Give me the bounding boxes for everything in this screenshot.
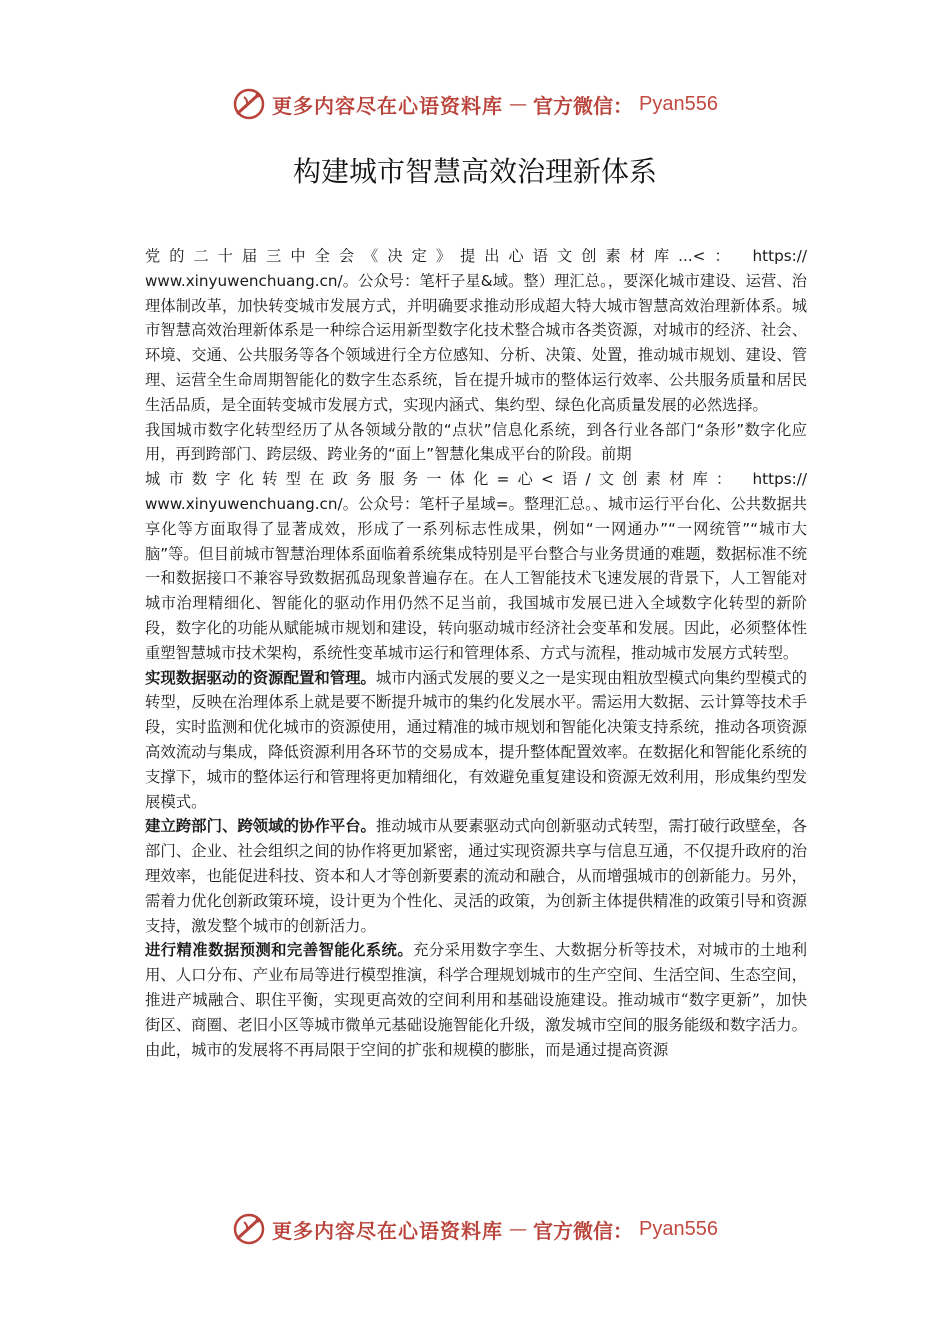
paragraph-3-heading: 实现数据驱动的资源配置和管理。	[145, 668, 376, 687]
paragraph-1-line-1: 党的二十届三中全会《决定》提出心语文创素材库...<： https://	[145, 247, 807, 265]
paragraph-4	[145, 814, 807, 938]
banner-label: 官方微信：	[533, 93, 634, 118]
banner-separator: —	[509, 1218, 528, 1240]
paragraph-5-heading: 进行精准数据预测和完善智能化系统。	[145, 941, 414, 960]
document-title: 构建城市智慧高效治理新体系	[292, 155, 657, 188]
paragraph-5-body: 充分采用数字孪生、大数据分析等技术，对城市的土地利用、人口分布、产业布局等进行模型推演，科学合理规划城市的生产空间、生活空间、生态空间，推进产城融合、职住平衡，实现更高效的空间利用和基础设施建设。推动城市“数字更新”，加快街区、商圈、老旧小区等城市微单元基础设施智能化升级，激发城市空间的服务能级和数字活力。由此，城市的发展将不再局限于空间的扩张和规模的膨胀，而是通过提高资源	[145, 941, 807, 1059]
banner-text: 更多内容尽在心语资料库	[272, 1218, 504, 1243]
paragraph-2: www.xinyuwenchuang.cn/。公众号：笔杆子星域=。整理汇总。、城市运行平台化、公共数据共享化等方面取得了显著成效，形成了一系列标志性成果，例如“一网通办”“一网统管”“城市大脑”等。但目前城市智慧治理体系面临着系统集成特别是平台整合与业务贯通的难题，数据标准不统一和数据接口不兼容导致数据孤岛现象普遍存在。在人工智能技术飞速发展的背景下，人工智能对城市治理精细化、智能化的驱动作用仍然不足当前，我国城市发展已进入全域数字化转型的新阶段，数字化的功能从赋能城市规划和建设，转向驱动城市经济社会变革和发展。因此，必须整体性重塑智慧城市技术架构，系统性变革城市运行和管理体系、方式与流程，推动城市发展方式转型。	[145, 494, 807, 662]
banner-text: 更多内容尽在心语资料库	[272, 93, 504, 118]
paragraph-4-heading: 建立跨部门、跨领域的协作平台。	[145, 817, 376, 836]
header-banner	[0, 82, 950, 126]
paragraph-4-body: 推动城市从要素驱动式向创新驱动式转型，需打破行政壁垒，各部门、企业、社会组织之间的协作将更加紧密，通过实现资源共享与信息互通，不仅提升政府的治理效率，也能促进科技、资本和人才等创新要素的流动和融合，从而增强城市的创新能力。另外，需着力优化创新政策环境，设计更为个性化、灵活的政策，为创新主体提供精准的政策引导和资源支持，激发整个城市的创新活力。	[145, 817, 807, 935]
paragraph-1: www.xinyuwenchuang.cn/。公众号：笔杆子星&域。整）理汇总。，要深化城市建设、运营、治理体制改革，加快转变城市发展方式，并明确要求推动形成超大特大城市智慧高效治理新体系。城市智慧高效治理新体系是一种综合运用新型数字化技术整合城市各类资源，对城市的经济、社会、环境、交通、公共服务等各个领域进行全方位感知、分析、决策、处置，推动城市规划、建设、管理、运营全生命周期智能化的数字生态系统，旨在提升城市的整体运行效率、公共服务质量和居民生活品质，是全面转变城市发展方式，实现内涵式、集约型、绿色化高质量发展的必然选择。	[145, 271, 807, 414]
paragraph-3	[145, 666, 807, 815]
brand-logo-icon	[232, 1212, 266, 1246]
banner-separator: —	[509, 93, 528, 115]
paragraph-2-line-2: 城市数字化转型在政务服务一体化=心<语/文创素材库： https://	[145, 470, 807, 489]
banner-label: 官方微信：	[533, 1218, 634, 1243]
brand-logo-icon	[232, 87, 266, 121]
footer-banner	[0, 1207, 950, 1251]
paragraph-3-body: 城市内涵式发展的要义之一是实现由粗放型模式向集约型模式的转型，反映在治理体系上就是要不断提升城市的集约化发展水平。需运用大数据、云计算等技术手段，实时监测和优化城市的资源使用，通过精准的城市规划和智能化决策支持系统，推动各项资源高效流动与集成，降低资源利用各环节的交易成本，提升整体配置效率。在数据化和智能化系统的支撑下，城市的整体运行和管理将更加精细化，有效避免重复建设和资源无效利用，形成集约型发展模式。	[145, 668, 807, 811]
wechat-handle: Pyan556	[639, 1217, 718, 1240]
paragraph-2-intro: 我国城市数字化转型经历了从各领域分散的“点状”信息化系统，到各行业各部门“条形”数字化应用，再到跨部门、跨层级、跨业务的“面上”智慧化集成平台的阶段。前期	[145, 420, 807, 464]
document-body	[145, 244, 807, 1062]
wechat-handle: Pyan556	[639, 92, 718, 115]
paragraph-5	[145, 938, 807, 1062]
